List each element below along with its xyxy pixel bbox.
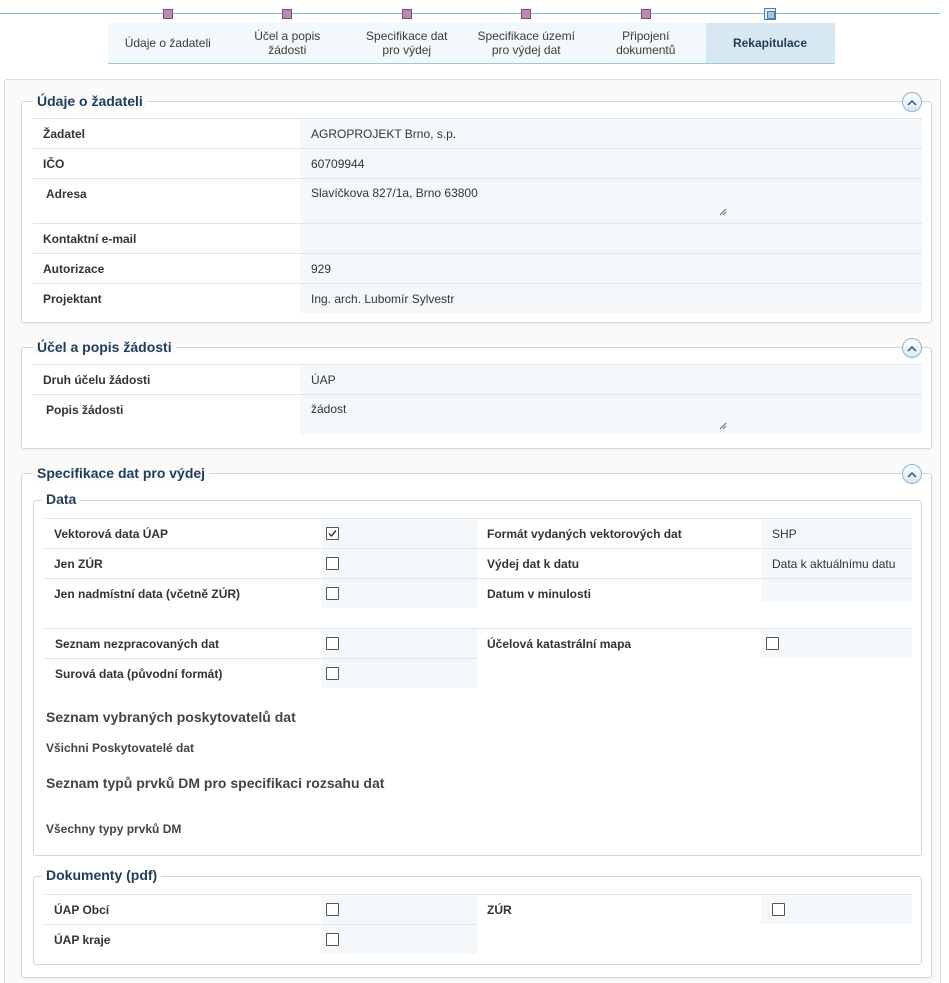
wizard-step-summary[interactable] [706, 23, 835, 63]
field-label: Kontaktní e-mail [43, 232, 137, 246]
field-label: Druh účelu žádosti [43, 373, 151, 387]
section-title: Účel a popis žádosti [33, 339, 176, 355]
applicant-row-authorization [33, 253, 922, 283]
wizard-step-label-line2: pro výdej dat [491, 43, 561, 57]
vector-data-checkbox[interactable] [326, 527, 339, 540]
step-marker-icon [163, 9, 173, 19]
field-value-box [321, 659, 477, 688]
vector-format-field [477, 518, 912, 548]
field-value: 929 [300, 254, 922, 283]
vector-data-field [44, 518, 477, 548]
field-value: 60709944 [300, 149, 922, 178]
field-label: ZÚR [487, 903, 512, 917]
wizard-step-label-line2: dokumentů [616, 43, 676, 57]
field-value-box [321, 895, 477, 924]
zur-only-checkbox[interactable] [326, 557, 339, 570]
zur-doc-field [477, 894, 912, 924]
documents-subsection [33, 867, 922, 965]
field-value: Data k aktuálnímu datu [772, 557, 896, 571]
field-label: IČO [43, 157, 65, 171]
unprocessed-field [44, 628, 477, 658]
summary-panel [4, 79, 941, 983]
field-label: Výdej dat k datu [487, 557, 580, 571]
purpose-row-type [33, 364, 922, 394]
field-value-box [321, 925, 477, 954]
field-label: Surová data (původní formát) [55, 667, 223, 681]
field-value-box [321, 549, 477, 578]
purpose-section [21, 339, 932, 449]
field-label: Projektant [43, 292, 102, 306]
wizard-step-documents[interactable] [586, 23, 706, 63]
step-marker-icon [641, 9, 651, 19]
field-label: Jen nadmístní data (včetně ZÚR) [54, 587, 241, 601]
field-value: SHP [772, 527, 797, 541]
field-value-box [761, 629, 912, 658]
data-spec-section [21, 465, 932, 978]
uap-region-field [44, 924, 477, 954]
wizard-step-label-line2: pro výdej [382, 43, 432, 57]
issue-date-field [477, 548, 912, 578]
data-subsection [33, 491, 922, 856]
field-label: Žadatel [43, 127, 86, 141]
field-value-box [761, 519, 912, 548]
supra-local-checkbox[interactable] [326, 587, 339, 600]
field-value: Ing. arch. Lubomír Sylvestr [300, 284, 922, 313]
description-textarea-wrap [300, 395, 922, 434]
wizard-step-purpose[interactable] [228, 23, 348, 63]
applicant-row-address [33, 178, 922, 223]
wizard-step-data-spec[interactable] [347, 23, 467, 63]
address-textarea-wrap [300, 179, 922, 223]
field-label: Autorizace [43, 262, 105, 276]
field-value-box [761, 579, 912, 602]
step-marker-icon [521, 9, 531, 19]
field-value [300, 224, 922, 253]
cadastral-map-field [477, 628, 912, 658]
collapse-chevron-up-icon[interactable] [902, 92, 922, 112]
raw-data-checkbox[interactable] [326, 667, 339, 680]
uap-region-checkbox[interactable] [326, 933, 339, 946]
field-label: Vektorová data ÚAP [54, 527, 169, 541]
step-marker-icon [402, 9, 412, 19]
purpose-row-description [33, 394, 922, 434]
field-label: Adresa [46, 187, 87, 201]
field-value-box [761, 549, 912, 578]
description-textarea[interactable]: žádost [311, 402, 347, 416]
wizard-step-label: Připojení [622, 29, 670, 43]
wizard-step-applicant[interactable] [108, 23, 228, 63]
zur-only-field [44, 548, 477, 578]
field-label: Datum v minulosti [487, 587, 592, 601]
applicant-row-email [33, 223, 922, 253]
applicant-section [21, 93, 932, 323]
field-label: Jen ZÚR [54, 557, 103, 571]
field-label: Seznam nezpracovaných dat [55, 637, 220, 651]
wizard-step-label: Specifikace území [477, 29, 575, 43]
subsection-title: Data [42, 491, 80, 507]
field-label: Popis žádosti [46, 403, 124, 417]
field-label: Účelová katastrální mapa [487, 637, 632, 651]
applicant-row-designer [33, 283, 922, 313]
providers-value: Všichni Poskytovatelé dat [46, 741, 195, 755]
section-title: Údaje o žadateli [33, 93, 147, 109]
field-label: Formát vydaných vektorových dat [487, 527, 682, 541]
wizard-step-label: Specifikace dat [366, 29, 448, 43]
field-value: ÚAP [300, 365, 922, 394]
field-label: ÚAP kraje [54, 933, 111, 947]
wizard-progress-line [0, 13, 940, 14]
section-title: Specifikace dat pro výdej [33, 465, 209, 481]
step-marker-icon [282, 9, 292, 19]
subsection-title: Dokumenty (pdf) [42, 867, 161, 883]
collapse-chevron-up-icon[interactable] [902, 338, 922, 358]
resize-handle-icon[interactable] [719, 422, 727, 430]
zur-doc-checkbox[interactable] [772, 903, 785, 916]
resize-handle-icon[interactable] [719, 208, 727, 216]
dm-types-value: Všechny typy prvků DM [46, 822, 182, 836]
field-value-box [321, 579, 477, 608]
collapse-chevron-up-icon[interactable] [902, 464, 922, 484]
cadastral-map-checkbox[interactable] [766, 637, 779, 650]
field-value-box [321, 519, 477, 548]
uap-municipality-checkbox[interactable] [326, 903, 339, 916]
field-value: AGROPROJEKT Brno, s.p. [300, 119, 922, 148]
uap-municipality-field [44, 894, 477, 924]
address-textarea[interactable]: Slavíčkova 827/1a, Brno 63800 [311, 186, 478, 200]
providers-heading: Seznam vybraných poskytovatelů dat [46, 709, 296, 725]
field-label: ÚAP Obcí [54, 903, 110, 917]
applicant-row-ico [33, 148, 922, 178]
step-marker-active-icon [764, 8, 776, 20]
raw-data-field [44, 658, 477, 688]
wizard-step-label: Údaje o žadateli [124, 36, 211, 50]
past-date-field [477, 578, 912, 602]
dm-types-heading: Seznam typů prvků DM pro specifikaci rozsahu dat [46, 775, 385, 791]
field-value-box [761, 895, 912, 924]
field-value-box [321, 629, 477, 658]
wizard-step-label: Rekapitulace [732, 36, 808, 50]
wizard-step-label-line2: žádosti [268, 43, 307, 57]
wizard-steps [108, 23, 835, 64]
supra-local-field [44, 578, 477, 608]
applicant-row-name [33, 118, 922, 148]
wizard-step-label: Účel a popis [254, 29, 321, 43]
wizard-step-area-spec[interactable] [467, 23, 587, 63]
unprocessed-checkbox[interactable] [326, 637, 339, 650]
